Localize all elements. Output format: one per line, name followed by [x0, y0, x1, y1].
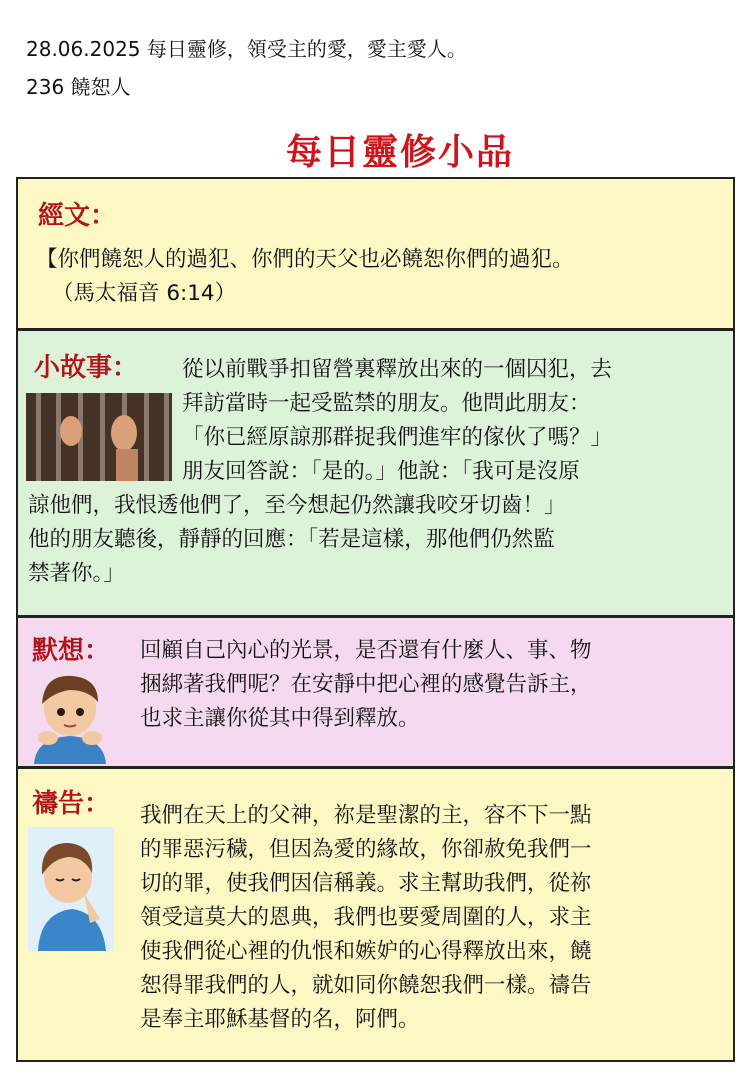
scripture-section: [16, 177, 735, 330]
prayer-line: 領受這莫大的恩典，我們也要愛周圍的人，求主: [140, 905, 592, 930]
story-line: 他的朋友聽後，靜靜的回應：「若是這樣，那他們仍然監: [28, 527, 555, 552]
lesson-number-title: 236 饒恕人: [26, 75, 131, 99]
prayer-label: 禱告：: [32, 789, 111, 819]
date-topic-line: 28.06.2025 每日靈修，領受主的愛，愛主愛人。: [26, 37, 467, 61]
story-line: 從以前戰爭扣留營裏釋放出來的一個囚犯，去: [182, 357, 613, 382]
prayer-line: 恕得罪我們的人，就如同你饒恕我們一樣。禱告: [140, 973, 592, 998]
prison-bars-illustration: [26, 393, 172, 481]
prayer-line: 我們在天上的父神，祢是聖潔的主，容不下一點: [140, 803, 592, 828]
prayer-line: 使我們從心裡的仇恨和嫉妒的心得釋放出來，饒: [140, 939, 592, 964]
date-header: [26, 30, 467, 106]
scripture-text: 【你們饒恕人的過犯、你們的天父也必饒恕你們的過犯。: [36, 247, 574, 272]
prayer-line: 的罪惡污穢，但因為愛的緣故，你卻赦免我們一: [140, 837, 592, 862]
story-line: 諒他們，我恨透他們了，至今想起仍然讓我咬牙切齒！」: [28, 493, 566, 518]
page-title: 每日靈修小品: [285, 132, 514, 173]
meditation-line: 回顧自己內心的光景，是否還有什麼人、事、物: [140, 638, 592, 663]
scripture-label: 經文：: [38, 201, 117, 231]
story-section: [16, 329, 735, 617]
meditation-section: [16, 616, 735, 768]
scripture-reference: （馬太福音 6:14）: [52, 281, 237, 306]
thinking-child-illustration: [28, 668, 112, 764]
prayer-line: 是奉主耶穌基督的名，阿們。: [140, 1007, 420, 1032]
meditation-line: 捆綁著我們呢？在安靜中把心裡的感覺告訴主，: [140, 672, 592, 697]
prayer-line: 切的罪，使我們因信稱義。求主幫助我們，從祢: [140, 871, 592, 896]
story-line: 朋友回答說：「是的。」他說：「我可是沒原: [182, 459, 580, 484]
story-line: 拜訪當時一起受監禁的朋友。他問此朋友：: [182, 391, 591, 416]
meditation-line: 也求主讓你從其中得到釋放。: [140, 706, 420, 731]
meditation-label: 默想：: [32, 636, 111, 666]
story-line: 「你已經原諒那群捉我們進牢的傢伙了嗎？」: [182, 425, 613, 450]
prayer-section: [16, 767, 735, 1062]
story-label: 小故事：: [34, 353, 139, 383]
story-line: 禁著你。」: [28, 561, 125, 586]
praying-child-illustration: [28, 827, 114, 951]
